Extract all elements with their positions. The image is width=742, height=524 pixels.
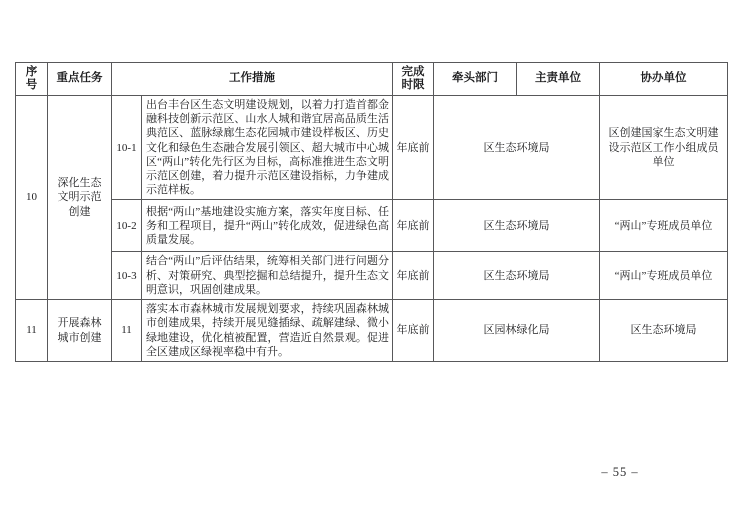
key-task-cell: 深化生态文明示范创建 [48, 96, 112, 300]
page-number: – 55 – [601, 465, 639, 479]
table-row [16, 200, 728, 252]
deadline-cell: 年底前 [393, 96, 434, 200]
header-lead-dept: 牵头部门 [434, 63, 517, 96]
lead-dept-cell: 区园林绿化局 [434, 300, 600, 362]
assist-unit-cell: “两山”专班成员单位 [600, 252, 728, 300]
header-measures: 工作措施 [112, 63, 393, 96]
deadline-cell: 年底前 [393, 200, 434, 252]
lead-dept-cell: 区生态环境局 [434, 200, 600, 252]
header-deadline: 完成时限 [393, 63, 434, 96]
measure-no-cell: 11 [112, 300, 142, 362]
assist-unit-cell: 区创建国家生态文明建设示范区工作小组成员单位 [600, 96, 728, 200]
measure-text-cell: 出台丰台区生态文明建设规划，以着力打造首都金融科技创新示范区、山水人城和谐宜居高品质生活典范区、蓝脉绿廊生态花园城市建设样板区、历史文化和绿色生态融合发展引领区、超大城市中心城区“两山”转化先行区为目标，高标准推进生态文明示范区创建，着力提升示范区建设指标，力争建成示范样板。 [142, 96, 393, 200]
measure-no-cell: 10-1 [112, 96, 142, 200]
assist-unit-cell: 区生态环境局 [600, 300, 728, 362]
serial-cell: 10 [16, 96, 48, 300]
header-serial: 序号 [16, 63, 48, 96]
header-main-unit: 主责单位 [517, 63, 600, 96]
deadline-cell: 年底前 [393, 252, 434, 300]
lead-dept-cell: 区生态环境局 [434, 96, 600, 200]
serial-cell: 11 [16, 300, 48, 362]
lead-dept-cell: 区生态环境局 [434, 252, 600, 300]
header-assist-unit: 协办单位 [600, 63, 728, 96]
table-row [16, 252, 728, 300]
measure-text-cell: 结合“两山”后评估结果，统筹相关部门进行问题分析、对策研究、典型挖掘和总结提升，提升生态文明意识，巩固创建成果。 [142, 252, 393, 300]
header-key-task: 重点任务 [48, 63, 112, 96]
table-row [16, 96, 728, 200]
measure-text-cell: 根据“两山”基地建设实施方案，落实年度目标、任务和工程项目，提升“两山”转化成效，促进绿色高质量发展。 [142, 200, 393, 252]
work-plan-table [15, 62, 728, 362]
table-header-row [16, 63, 728, 96]
assist-unit-cell: “两山”专班成员单位 [600, 200, 728, 252]
table-row [16, 300, 728, 362]
measure-no-cell: 10-3 [112, 252, 142, 300]
measure-no-cell: 10-2 [112, 200, 142, 252]
deadline-cell: 年底前 [393, 300, 434, 362]
measure-text-cell: 落实本市森林城市发展规划要求，持续巩固森林城市创建成果，持续开展见缝插绿、疏解建绿、微小绿地建设，优化植被配置，营造近自然景观。促进全区建成区绿视率稳中有升。 [142, 300, 393, 362]
key-task-cell: 开展森林城市创建 [48, 300, 112, 362]
